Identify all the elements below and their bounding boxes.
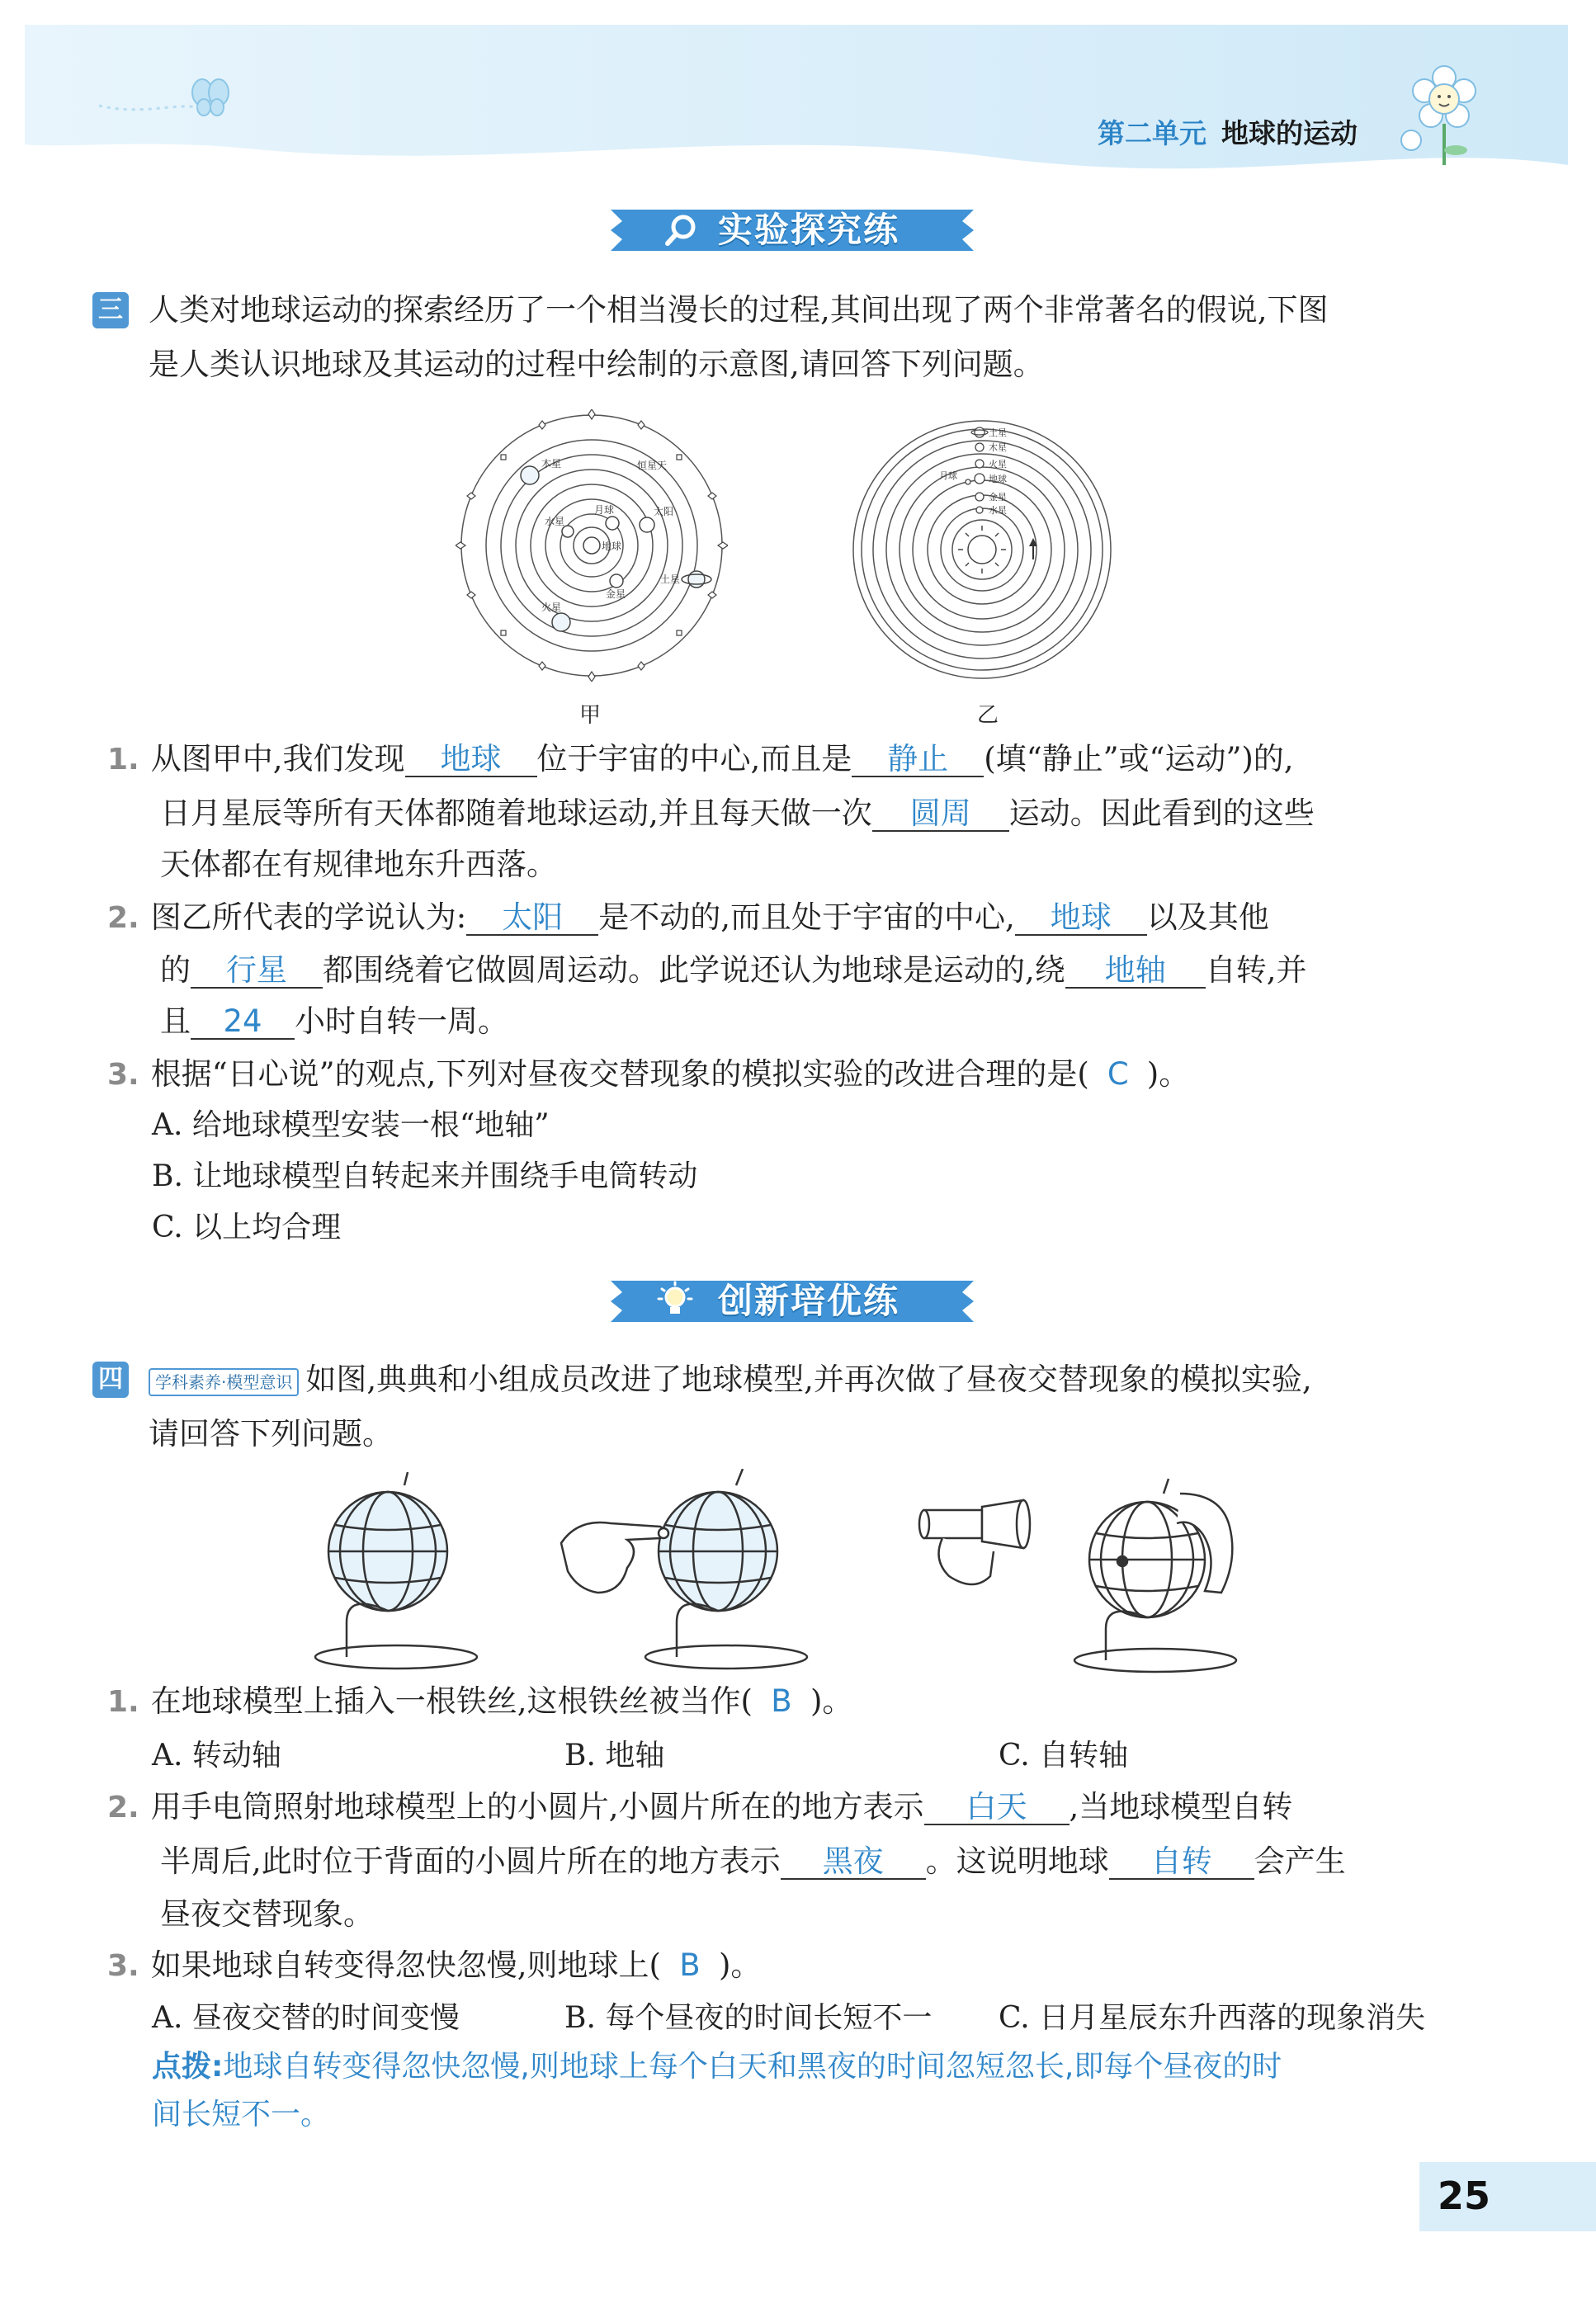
q3-item2-text-e: 都围绕着它做圆周运动。此学说还认为地球是运动的,绕 bbox=[323, 952, 1065, 988]
innovation-title: 创新培优练 bbox=[717, 1281, 900, 1321]
geocentric-diagram bbox=[456, 409, 728, 685]
q3-item3-text-b: )。 bbox=[1146, 1056, 1190, 1092]
jia-label-moon: 月球 bbox=[594, 504, 615, 516]
unit-label: 第二单元 bbox=[1098, 117, 1206, 149]
q3-item3-text-a: 根据“日心说”的观点,下列对昼夜交替现象的模拟实验的改进合理的是( bbox=[150, 1056, 1089, 1092]
q3-item1-text-a: 从图甲中,我们发现 bbox=[150, 741, 405, 777]
q4-item1-option-a: A. 转动轴 bbox=[152, 1739, 281, 1773]
q4-item1-option-b: B. 地轴 bbox=[564, 1739, 665, 1773]
q4-item2-text-b: ,当地球模型自转 bbox=[1069, 1789, 1293, 1824]
q4-item3-text-b: )。 bbox=[718, 1947, 762, 1983]
experiment-banner bbox=[611, 203, 974, 257]
q4-intro-text: 如图,典典和小组成员改进了地球模型,并再次做了昼夜交替现象的模拟实验, bbox=[305, 1362, 1312, 1397]
jia-label-venus: 金星 bbox=[606, 588, 626, 600]
globe-2-with-hand bbox=[561, 1469, 807, 1669]
yi-label-moon: 月球 bbox=[939, 470, 957, 481]
q4-item1-answer: B bbox=[771, 1683, 792, 1719]
hint-label: 点拨: bbox=[152, 2050, 224, 2084]
diagram-yi-caption: 乙 bbox=[977, 703, 999, 728]
hint-text1: 地球自转变得忽快忽慢,则地球上每个白天和黑夜的时间忽短忽长,即每个昼夜的时 bbox=[223, 2050, 1282, 2084]
q3-item1-text-d: 日月星辰等所有天体都随着地球运动,并且每天做一次 bbox=[160, 795, 872, 831]
q4-item2-line1 bbox=[107, 1789, 1292, 1826]
hint-block bbox=[152, 2043, 1489, 2139]
jia-label-stars: 恒星天 bbox=[637, 460, 668, 471]
q3-item2-text-b: 是不动的,而且处于宇宙的中心, bbox=[598, 899, 1015, 935]
globe-1 bbox=[315, 1472, 477, 1669]
q3-item2-num: 2. bbox=[107, 901, 139, 935]
q4-item3-option-a: A. 昼夜交替的时间变慢 bbox=[152, 2001, 460, 2035]
q4-item2-answer1: 白天 bbox=[924, 1791, 1070, 1825]
experiment-title: 实验探究练 bbox=[717, 210, 900, 250]
q3-item2-text-d: 的 bbox=[160, 952, 191, 988]
q4-item1-num: 1. bbox=[107, 1685, 139, 1719]
q3-item3-num: 3. bbox=[107, 1058, 139, 1092]
q3-item1-line2 bbox=[160, 795, 1315, 832]
q4-item1-option-c: C. 自转轴 bbox=[999, 1739, 1129, 1773]
jia-label-mercury: 水星 bbox=[545, 516, 565, 527]
q3-item2-line1 bbox=[107, 899, 1269, 937]
q3-item2-answer5: 24 bbox=[191, 1005, 295, 1040]
q4-intro-line1 bbox=[149, 1362, 1312, 1398]
q4-item2-text-e: 会产生 bbox=[1254, 1843, 1346, 1879]
q4-item2-text-a: 用手电筒照射地球模型上的小圆片,小圆片所在的地方表示 bbox=[150, 1789, 924, 1824]
q3-item2-text-c: 以及其他 bbox=[1146, 899, 1269, 935]
q3-item3-answer: C bbox=[1107, 1056, 1129, 1092]
jia-label-sun: 太阳 bbox=[654, 506, 674, 517]
yi-label-venus: 金星 bbox=[989, 492, 1007, 503]
globe-illustrations bbox=[314, 1469, 1304, 1687]
q3-item2-text-h: 小时自转一周。 bbox=[295, 1003, 508, 1039]
q4-item2-text-c: 半周后,此时位于背面的小圆片所在的地方表示 bbox=[160, 1843, 781, 1879]
yi-label-jupiter: 木星 bbox=[989, 442, 1007, 453]
q3-item2-answer4: 地轴 bbox=[1065, 954, 1206, 989]
heliocentric-diagram bbox=[850, 418, 1114, 685]
q3-item2-text-a: 图乙所代表的学说认为: bbox=[150, 899, 467, 935]
q3-item2-text-g: 且 bbox=[160, 1003, 191, 1039]
q4-item1-stem bbox=[107, 1683, 852, 1721]
q3-item2-line2 bbox=[160, 952, 1307, 989]
q3-item1-text-c: (填“静止”或“运动”)的, bbox=[984, 741, 1294, 777]
q4-intro-line2: 请回答下列问题。 bbox=[149, 1416, 393, 1452]
globe-4-with-hand bbox=[1074, 1479, 1236, 1672]
yi-label-mars: 火星 bbox=[989, 459, 1007, 470]
page-number: 25 bbox=[1438, 2174, 1491, 2218]
yi-label-saturn: 土星 bbox=[989, 427, 1007, 438]
q4-item1-text-a: 在地球模型上插入一根铁丝,这根铁丝被当作( bbox=[150, 1683, 753, 1719]
q3-intro-line1: 人类对地球运动的探索经历了一个相当漫长的过程,其间出现了两个非常著名的假说,下图 bbox=[149, 292, 1329, 328]
diagram-jia-caption: 甲 bbox=[579, 703, 602, 728]
q3-item1-answer1: 地球 bbox=[405, 743, 537, 777]
q3-item2-answer3: 行星 bbox=[191, 954, 323, 989]
literacy-tag: 学科素养·模型意识 bbox=[149, 1368, 299, 1396]
q4-item2-answer2: 黑夜 bbox=[781, 1845, 926, 1880]
question-marker-4: 四 bbox=[92, 1362, 129, 1398]
q3-item1-line3: 天体都在有规律地东升西落。 bbox=[160, 847, 557, 882]
butterfly-icon bbox=[192, 79, 229, 116]
q4-item3-option-c: C. 日月星辰东升西落的现象消失 bbox=[999, 2001, 1426, 2035]
q3-item2-answer1: 太阳 bbox=[466, 901, 598, 936]
q3-intro-line2: 是人类认识地球及其运动的过程中绘制的示意图,请回答下列问题。 bbox=[149, 347, 1044, 382]
q3-item1-text-b: 位于宇宙的中心,而且是 bbox=[536, 741, 852, 777]
jia-label-earth: 地球 bbox=[602, 540, 622, 552]
yi-label-earth: 地球 bbox=[989, 474, 1007, 484]
flashlight-with-hand bbox=[919, 1500, 1030, 1584]
q4-item3-num: 3. bbox=[107, 1949, 139, 1983]
q4-item2-text-d: 。这说明地球 bbox=[925, 1843, 1109, 1879]
q4-item3-option-b: B. 每个昼夜的时间长短不一 bbox=[564, 2001, 933, 2035]
q3-item1-line1 bbox=[107, 741, 1294, 778]
question-marker-3: 三 bbox=[92, 292, 129, 328]
hint-line1 bbox=[152, 2043, 1489, 2091]
q4-item2-answer3: 自转 bbox=[1109, 1845, 1254, 1880]
q3-item3-option-a: A. 给地球模型安装一根“地轴” bbox=[152, 1108, 550, 1142]
q3-item1-answer3: 圆周 bbox=[872, 797, 1009, 832]
q4-item3-answer: B bbox=[679, 1947, 701, 1983]
page-number-tab bbox=[1419, 2162, 1596, 2231]
q4-item3-text-a: 如果地球自转变得忽快忽慢,则地球上( bbox=[150, 1947, 661, 1983]
q4-item3-stem bbox=[107, 1947, 761, 1985]
yi-label-mercury: 水星 bbox=[989, 505, 1007, 516]
q3-item3-stem bbox=[107, 1056, 1189, 1093]
q4-item2-num: 2. bbox=[107, 1791, 139, 1824]
header-band bbox=[0, 0, 1596, 198]
q3-item1-answer2: 静止 bbox=[852, 743, 984, 777]
q3-item2-line3 bbox=[160, 1003, 508, 1040]
q3-item2-answer2: 地球 bbox=[1015, 901, 1147, 936]
q4-item1-text-b: )。 bbox=[810, 1683, 853, 1719]
jia-label-saturn: 土星 bbox=[660, 574, 681, 585]
jia-label-jupiter: 木星 bbox=[541, 458, 562, 470]
q3-item3-option-b: B. 让地球模型自转起来并围绕手电筒转动 bbox=[152, 1159, 698, 1193]
q3-item2-text-f: 自转,并 bbox=[1205, 952, 1307, 988]
hint-line2: 间长短不一。 bbox=[152, 2098, 331, 2131]
q4-item2-line3: 昼夜交替现象。 bbox=[160, 1896, 374, 1932]
q4-item2-line2 bbox=[160, 1843, 1346, 1880]
topic-label: 地球的运动 bbox=[1221, 117, 1358, 149]
q3-item3-option-c: C. 以上均合理 bbox=[152, 1211, 342, 1244]
unit-title bbox=[1098, 112, 1358, 151]
q3-item1-num: 1. bbox=[107, 743, 139, 777]
jia-label-mars: 火星 bbox=[541, 602, 562, 613]
q3-item1-text-e: 运动。因此看到的这些 bbox=[1008, 795, 1315, 831]
